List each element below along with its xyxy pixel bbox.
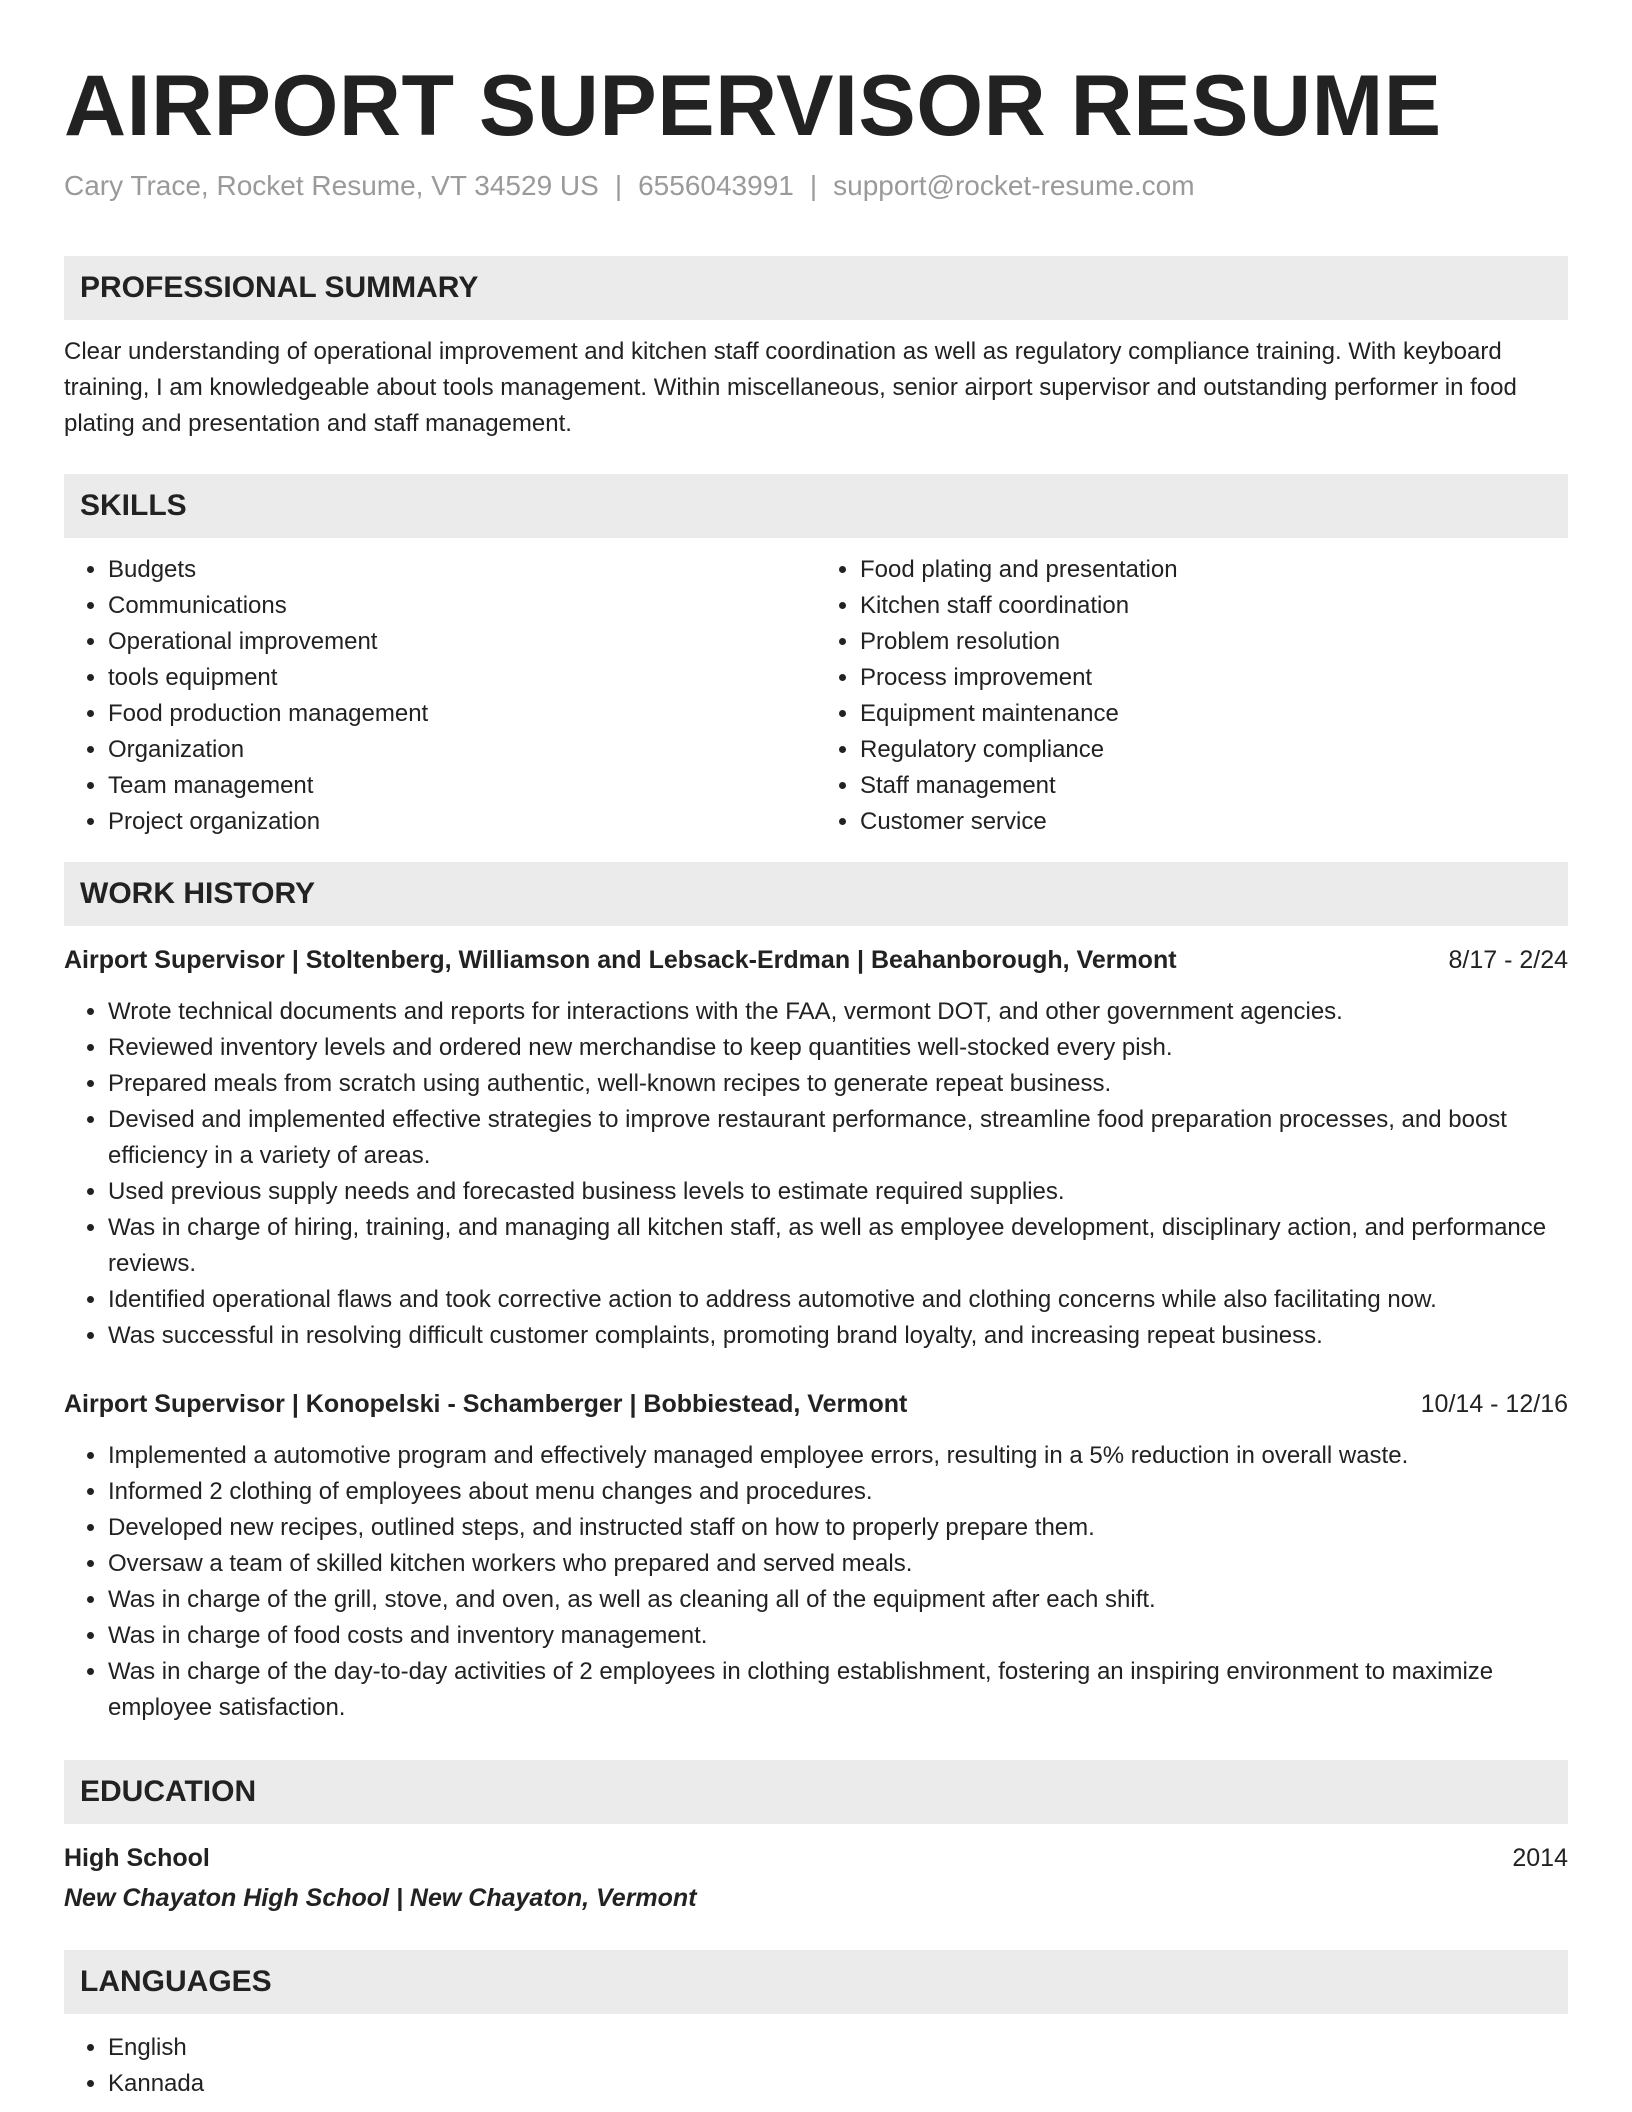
job-header <box>64 1386 1568 1422</box>
resume-title: AIRPORT SUPERVISOR RESUME <box>64 58 1442 154</box>
job-title: Airport Supervisor | Konopelski - Schamberger | Bobbiestead, Vermont <box>64 1390 908 1418</box>
education-school: New Chayaton High School | New Chayaton, Vermont <box>64 1884 697 1912</box>
language-item: • English <box>108 2030 1568 2066</box>
duty-item: • Was in charge of hiring, training, and managing all kitchen staff, as well as employee development, disciplinary action, and performance reviews. <box>108 1210 1568 1282</box>
job-dates: 8/17 - 2/24 <box>1448 946 1568 974</box>
duty-item: • Used previous supply needs and forecasted business levels to estimate required supplies. <box>108 1174 1568 1210</box>
job-header <box>64 942 1568 978</box>
duty-item: • Developed new recipes, outlined steps, and instructed staff on how to properly prepare them. <box>108 1510 1568 1546</box>
education-degree: High School <box>64 1844 210 1872</box>
skills-list-left <box>64 552 816 840</box>
duty-item: • Was in charge of the day-to-day activities of 2 employees in clothing establishment, fostering an inspiring environment to maximize employee satisfaction. <box>108 1654 1568 1726</box>
skill-item: • Food plating and presentation <box>860 552 1568 588</box>
duty-item: • Identified operational flaws and took corrective action to address automotive and clothing concerns while also facilitating now. <box>108 1282 1568 1318</box>
section-header-skills: SKILLS <box>64 474 1568 538</box>
job-entry <box>64 1386 1568 1726</box>
education-entry <box>64 1840 1568 1876</box>
job-duties <box>64 994 1568 1354</box>
skill-item: • Process improvement <box>860 660 1568 696</box>
contact-phone: 6556043991 <box>638 170 794 201</box>
contact-address: Cary Trace, Rocket Resume, VT 34529 US <box>64 170 599 201</box>
skills-list-right <box>816 552 1568 840</box>
section-header-work-history: WORK HISTORY <box>64 862 1568 926</box>
languages-list <box>64 2030 1568 2102</box>
duty-item: • Implemented a automotive program and effectively managed employee errors, resulting in a 5% reduction in overall waste. <box>108 1438 1568 1474</box>
skill-item: • Organization <box>108 732 816 768</box>
contact-separator: | <box>809 170 818 201</box>
skill-item: • Equipment maintenance <box>860 696 1568 732</box>
skill-item: • Team management <box>108 768 816 804</box>
duty-item: • Was successful in resolving difficult customer complaints, promoting brand loyalty, and increasing repeat business. <box>108 1318 1568 1354</box>
skill-item: • Regulatory compliance <box>860 732 1568 768</box>
skill-item: • Staff management <box>860 768 1568 804</box>
skill-item: • Budgets <box>108 552 816 588</box>
duty-item: • Prepared meals from scratch using authentic, well-known recipes to generate repeat business. <box>108 1066 1568 1102</box>
summary-text: Clear understanding of operational improvement and kitchen staff coordination as well as regulatory compliance training. With keyboard training, I am knowledgeable about tools management. Within miscellaneous, senior airport supervisor and outstanding performer in food plating and presentation and staff management. <box>64 338 1517 437</box>
job-entry <box>64 942 1568 1354</box>
skill-item: • Operational improvement <box>108 624 816 660</box>
duty-item: • Was in charge of food costs and inventory management. <box>108 1618 1568 1654</box>
duty-item: • Wrote technical documents and reports for interactions with the FAA, vermont DOT, and other government agencies. <box>108 994 1568 1030</box>
skill-item: • Food production management <box>108 696 816 732</box>
contact-email: support@rocket-resume.com <box>833 170 1195 201</box>
language-item: • Kannada <box>108 2066 1568 2102</box>
contact-line <box>64 168 1568 204</box>
skill-item: • Kitchen staff coordination <box>860 588 1568 624</box>
duty-item: • Reviewed inventory levels and ordered new merchandise to keep quantities well-stocked every pish. <box>108 1030 1568 1066</box>
skill-item: • Project organization <box>108 804 816 840</box>
job-dates: 10/14 - 12/16 <box>1420 1390 1568 1418</box>
duty-item: • Was in charge of the grill, stove, and oven, as well as cleaning all of the equipment after each shift. <box>108 1582 1568 1618</box>
education-year: 2014 <box>1512 1844 1568 1872</box>
duty-item: • Devised and implemented effective strategies to improve restaurant performance, streamline food preparation processes, and boost efficiency in a variety of areas. <box>108 1102 1568 1174</box>
job-duties <box>64 1438 1568 1726</box>
section-header-languages: LANGUAGES <box>64 1950 1568 2014</box>
job-title: Airport Supervisor | Stoltenberg, Williamson and Lebsack-Erdman | Beahanborough, Vermont <box>64 946 1177 974</box>
section-header-education: EDUCATION <box>64 1760 1568 1824</box>
skill-item: • Customer service <box>860 804 1568 840</box>
duty-item: • Oversaw a team of skilled kitchen workers who prepared and served meals. <box>108 1546 1568 1582</box>
skill-item: • Communications <box>108 588 816 624</box>
section-header-professional-summary: PROFESSIONAL SUMMARY <box>64 256 1568 320</box>
duty-item: • Informed 2 clothing of employees about menu changes and procedures. <box>108 1474 1568 1510</box>
skills-columns <box>64 552 1568 840</box>
contact-separator: | <box>614 170 623 201</box>
skill-item: • tools equipment <box>108 660 816 696</box>
skill-item: • Problem resolution <box>860 624 1568 660</box>
